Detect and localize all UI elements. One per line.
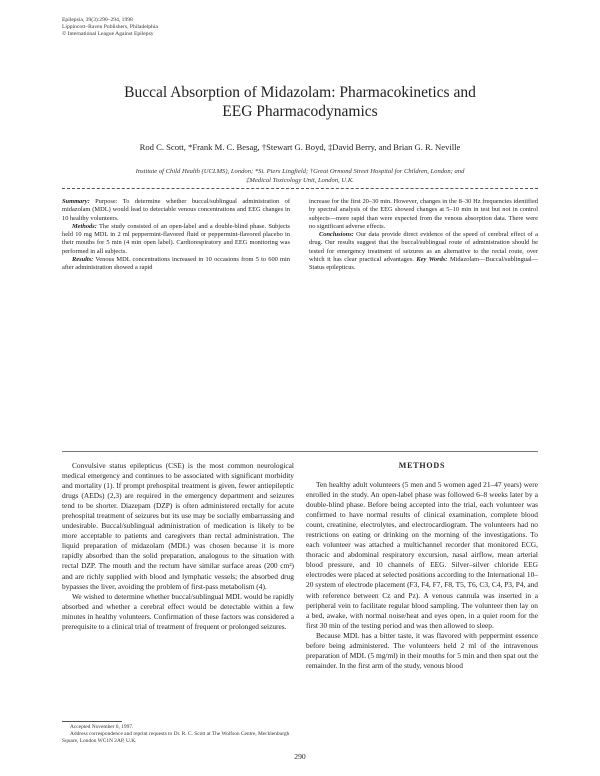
conclusions-label: Conclusions: [319,231,354,239]
title-line-2: EEG Pharmacodynamics [222,103,378,120]
methods-paragraph-2: Because MDL has a bitter taste, it was flavored with peppermint essence before being administered. The volunteers held 2 ml of the intravenous preparation of MDL (5 mg/ml) in their mouths for 5 min and then spat out the remainder. In the first arm of the study, venous blood [306,630,538,670]
journal-header-info [62,17,158,38]
affiliation-line-1: Institute of Child Health (UCLMS), London; *St. Piers Lingfield; †Great Ormond Street Hospital for Children, London; and [135,168,465,175]
keywords-text: Midazolam—Buccal/sublingual—Status epilepticus. [309,256,538,272]
keywords-label: Key Words: [416,256,448,264]
methods-text: The study consisted of an open-label and a double-blind phase. Subjects held 10 mg MDL in 2 ml peppermint-flavored fluid or peppermint-flavored placebo in their mouths for 5 min (4 min open label). Cardiorespiratory and EEG monitoring was performed in all subjects. [62,222,291,255]
header-line-copyright: © International League Against Epilepsy [62,31,154,37]
footnote-divider [62,721,122,722]
footnote [62,724,294,745]
summary-label: Summary: [62,198,90,205]
abstract-results [62,256,290,273]
author-list: Rod C. Scott, *Frank M. C. Besag, †Stewart G. Boyd, ‡David Berry, and Brian G. R. Neville [139,142,461,152]
article-title [40,83,560,121]
affiliation-line-2: ‡Medical Toxicology Unit, London, U.K. [246,177,354,184]
results-label: Results: [72,256,94,264]
methods-label: Methods: [72,222,97,230]
header-line-journal: Epilepsia, 39(3):290–294, 1998 [62,17,133,23]
intro-paragraph-1: Convulsive status epilepticus (CSE) is the most common neurological medical emergency and continues to be associated with significant morbidity and mortality (1). If prompt prehospital treatment is given, fewer antiepileptic drugs (AEDs) (2,3) are required in the emergency department and seizures tend to be shorter. Diazepam (DZP) is often administered rectally for acute prehospital treatment of seizures but its use may be socially embarrassing and undesirable. Buccal/sublingual administration of medication is likely to be more acceptable to patients and caregivers than rectal administration. The liquid preparation of midazolam (MDL) was chosen because it is more rapidly absorbed than the solid preparation, analogous to the situation with rectal DZP. The mouth and the rectum have similar surface areas (200 cm²) and are richly supplied with blood and lymphatic vessels; the absorbed drug bypasses the liver, avoiding the problem of first-pass metabolism (4). [62,461,294,591]
abstract-bottom-divider [62,451,538,452]
abstract-right-column [309,198,538,273]
body-left-column [62,461,294,632]
conclusions-text: Our data provide direct evidence of the speed of cerebral effect of a drug. Our results suggest that the buccal/sublingual route of administration should be tested for emergency treatment of seizures as an alternative to the rectal route, over which it has clear practical advantages. [309,231,538,264]
abstract-left-column [62,198,290,273]
abstract-methods [62,223,290,256]
header-line-publisher: Lippincott–Raven Publishers, Philadelphia [62,24,158,30]
body-right-column [306,480,538,671]
footnote-accepted: Accepted November 6, 1997. [70,724,134,730]
methods-paragraph-1: Ten healthy adult volunteers (5 men and 5 women aged 21–47 years) were enrolled in the study. An open-label phase was followed 6–8 weeks later by a double-blind phase. Before being accepted into the trial, each volunteer was confirmed to have normal results of clinical examination, complete blood count, creatinine, electrolytes, and electrocardiogram. The volunteers had no restrictions on eating or drinking on the morning of the investigations. To each volunteer was attached a multichannel recorder that monitored ECG, thoracic and abdominal respiratory excursion, nasal airflow, mean arterial blood pressure, and 10 channels of EEG. Silver–silver chloride EEG electrodes were placed at selected positions according to the International 10–20 system of electrode placement (F3, F4, F7, F8, T5, T6, C3, C4, P3, P4, and with reference between Cz and Pz). A venous cannula was inserted in a peripheral vein to facilitate regular blood sampling. The volunteer then lay on a bed, awake, with normal noise/heat and eyes open, in a quiet room for the first 30 min of the testing period and was then allowed to sleep. [306,480,538,630]
abstract-conclusions [309,231,538,272]
results-text: Venous MDL concentrations increased in 10 occasions from 5 to 600 min after administration showed a rapid [62,256,290,272]
footnote-correspondence: Address correspondence and reprint requests to Dr. R. C. Scott at The Wolfson Centre, Mecklenburgh Square, London WC1N 2AP, U.K. [62,731,290,744]
abstract-top-divider [62,188,538,189]
abstract-results-continued: increase for the first 20–30 min. However, changes in the 8–30 Hz frequencies identified by spectral analysis of the EEG showed changes at 5–10 min in test but not in control subjects—more rapid than were expected from the venous absorption data. There were no significant adverse effects. [309,198,538,230]
title-line-1: Buccal Absorption of Midazolam: Pharmacokinetics and [124,84,476,101]
page-number: 290 [294,752,306,761]
methods-heading: METHODS [398,461,446,470]
intro-paragraph-2: We wished to determine whether buccal/sublingual MDL would be rapidly absorbed and whether a cerebral effect would be detectable within a few minutes in healthy volunteers. Confirmation of these factors was considered a prerequisite to a clinical trial of treatment of frequent or prolonged seizures. [62,591,294,631]
affiliations [70,167,530,185]
summary-text: Purpose: To determine whether buccal/sublingual administration of midazolam (MDL) would lead to detectable venous concentrations and EEG changes in 10 healthy volunteers. [62,198,290,222]
abstract-summary [62,198,290,223]
